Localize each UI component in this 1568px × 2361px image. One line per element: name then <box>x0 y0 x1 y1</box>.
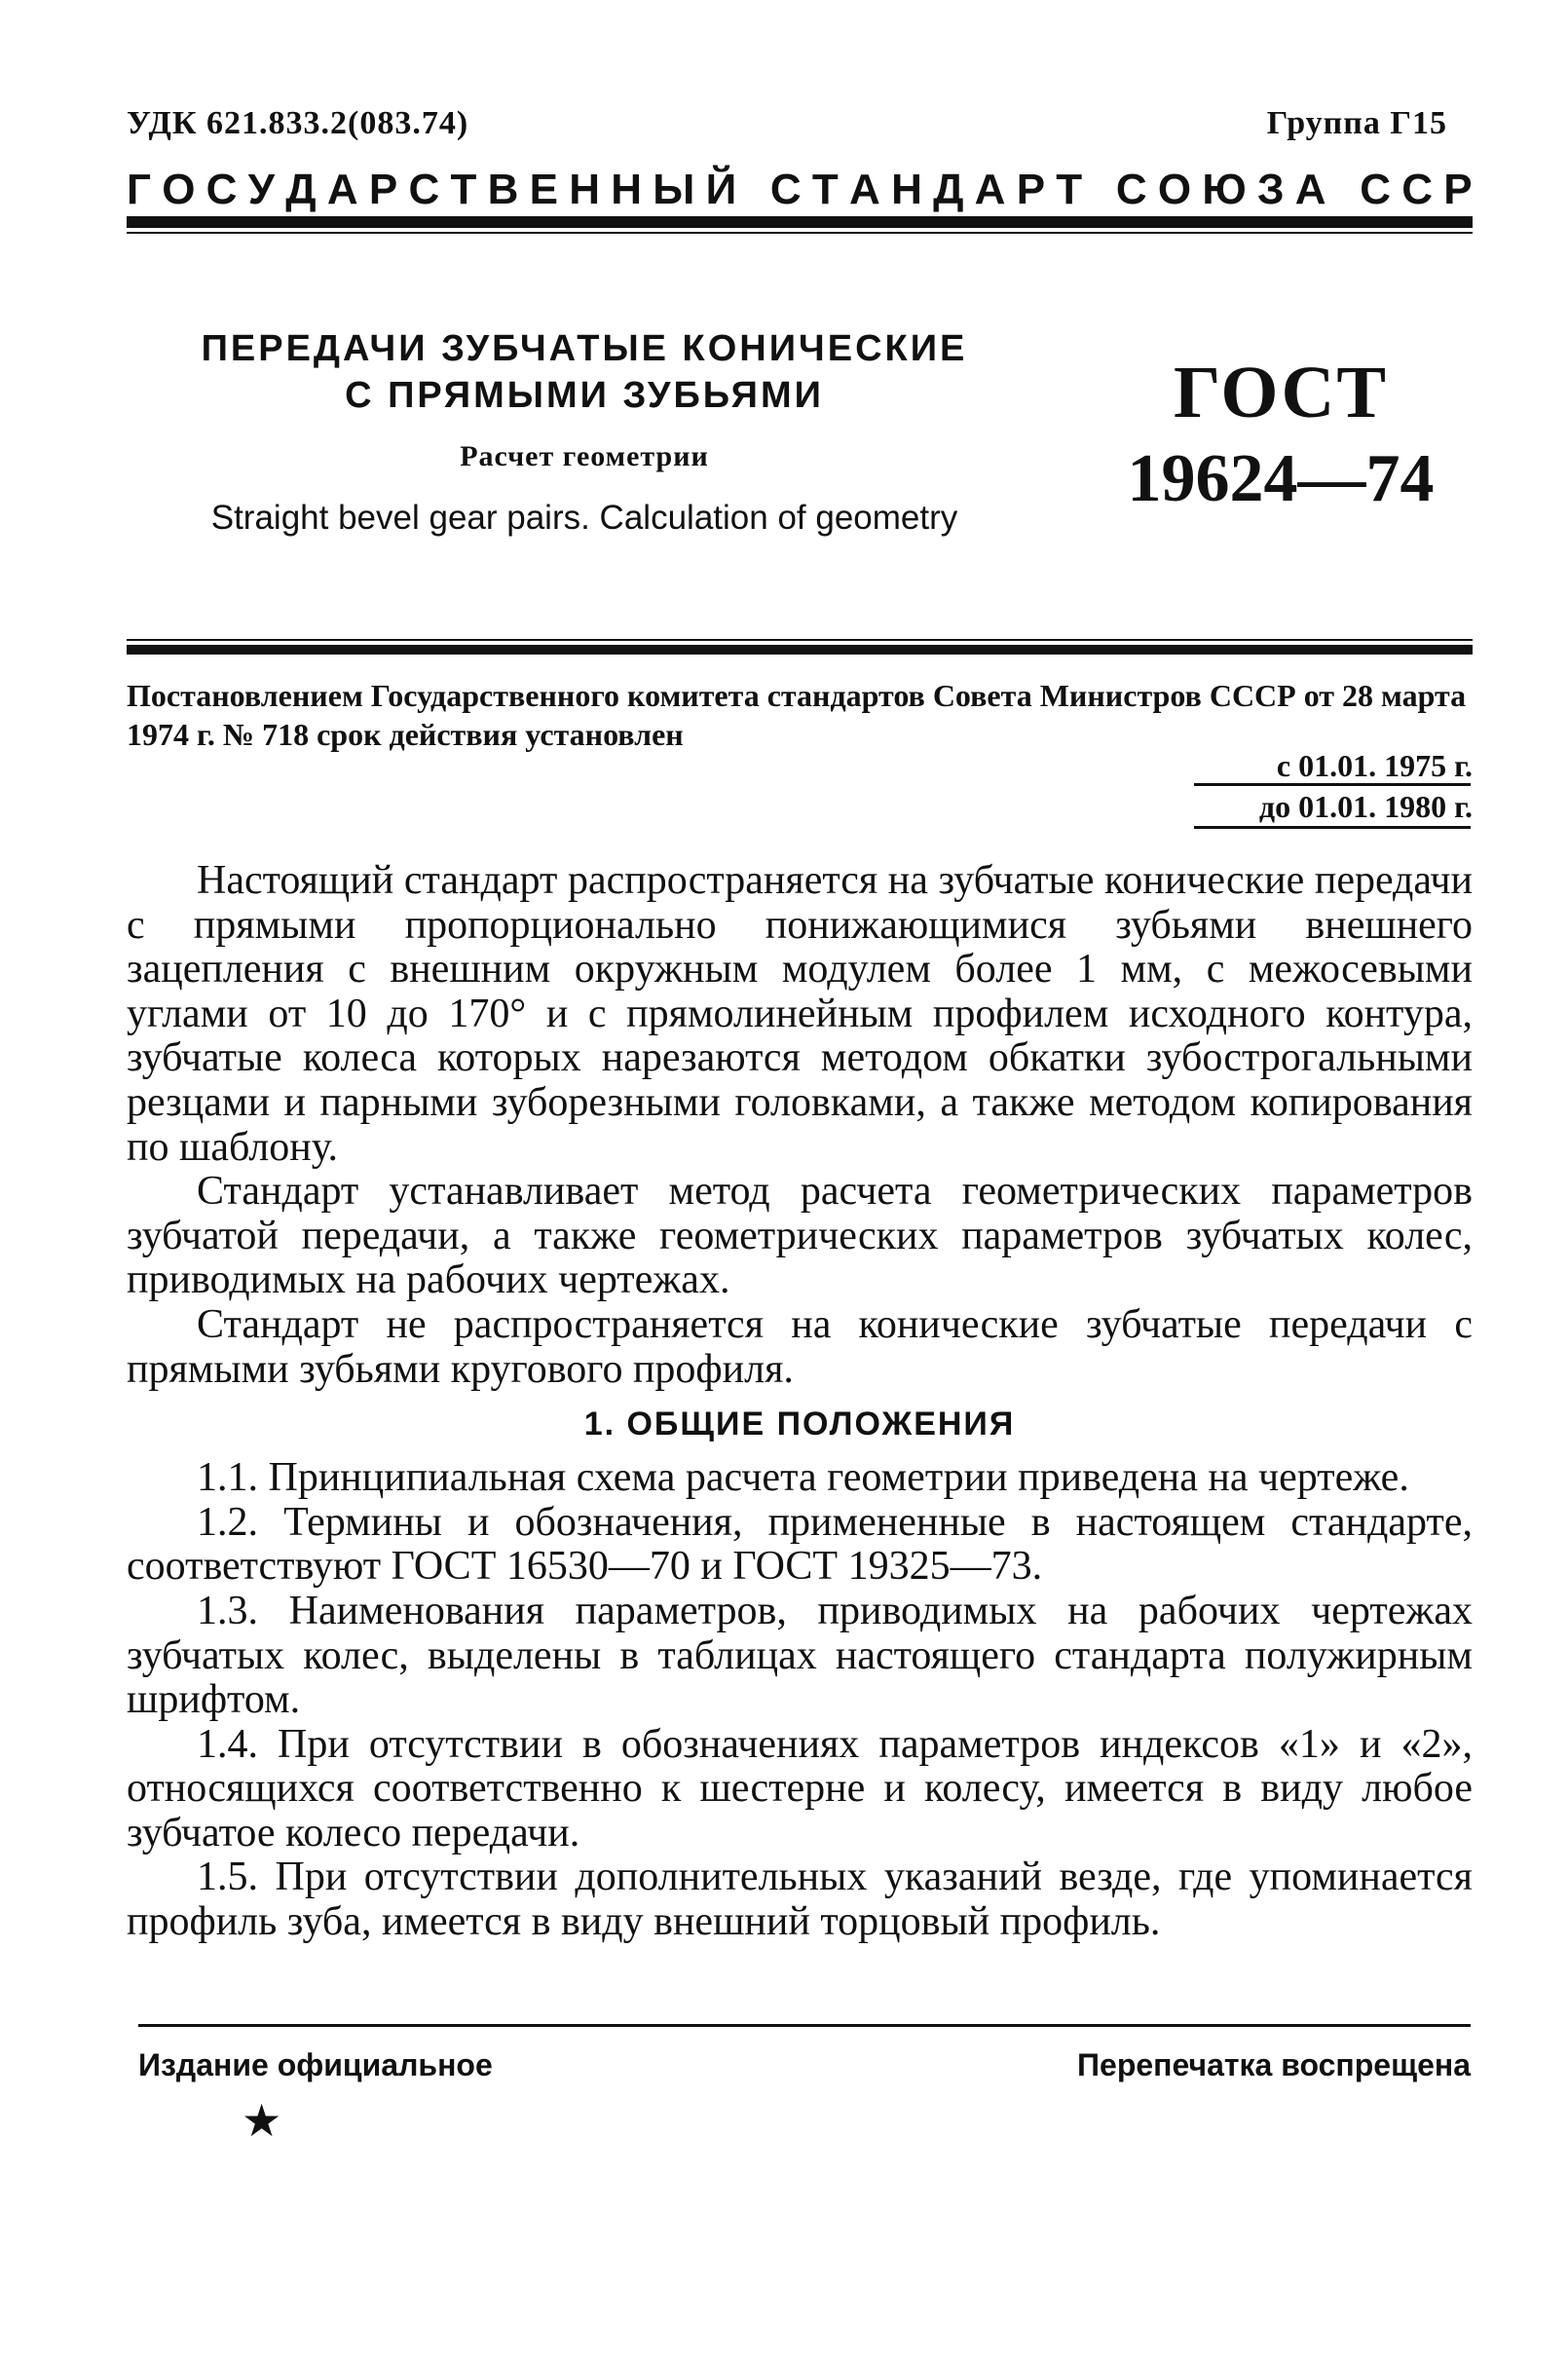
header-title-letter: В <box>487 166 519 213</box>
date-underline-2 <box>1194 826 1471 829</box>
decree-text: Постановлением Государственного комитета стандартов Совета Министров СССР от 28 марта 1974 г. № 718 срок действия установлен <box>127 678 1467 752</box>
header-title-letter: Н <box>891 166 922 213</box>
footer-rule <box>138 2024 1471 2027</box>
title-subtitle: Расчет геометрии <box>460 440 709 472</box>
header-title-letter: С <box>1115 166 1147 213</box>
date-underline-1 <box>1194 783 1471 786</box>
header-title-letter: Р <box>1016 166 1046 213</box>
standard-header-title <box>127 166 1473 214</box>
section-item: 1.1. Принципиальная схема расчета геометрии приведена на чертеже. <box>197 1455 1409 1501</box>
group-code: Группа Г15 <box>1266 105 1447 141</box>
footer-reprint-notice: Перепечатка воспрещена <box>1077 2047 1471 2082</box>
header-title-letter: Н <box>611 166 643 213</box>
header-title-letter: С <box>205 166 238 213</box>
header-title-letter: С <box>769 166 802 213</box>
header-title-letter: А <box>1294 166 1326 213</box>
intro-paragraph: Настоящий стандарт распространяется на зубчатые конические передачи с прямыми пропорционально понижающимися зубьями внешнего зацепления с внешним окружным модулем более 1 мм, с межосевыми углами от 10 до 170° и с прямолинейным профилем исходного контура, зубчатые колеса которых нарезаются методом обкатки зубострогальными резцами и парными зуборезными головками, а также методом копирования по шаблону. <box>127 858 1473 1170</box>
decree-rule-thick <box>127 645 1473 655</box>
header-title-letter: О <box>162 166 196 213</box>
intro-paragraph: Стандарт устанавливает метод расчета геометрических параметров зубчатой передачи, а также геометрических параметров зубчатых колес, приводимых на рабочих чертежах. <box>127 1169 1473 1303</box>
header-title-letter: Ю <box>1202 166 1247 213</box>
header-title-letter: Й <box>705 166 737 213</box>
header-title-letter: Т <box>811 166 839 213</box>
header-title-letter: У <box>247 166 276 213</box>
header-rule-thin <box>127 232 1473 234</box>
document-body <box>127 859 1473 1945</box>
header-title-letter: Н <box>569 166 601 213</box>
star-icon: ★ <box>242 2096 282 2146</box>
footer-edition: Издание официальное <box>138 2047 493 2082</box>
header-title-letter: Д <box>285 166 317 213</box>
header-title-letter: С <box>408 166 440 213</box>
validity-date-from: с 01.01. 1975 г. <box>1276 748 1473 783</box>
header-title-letter: С <box>1360 166 1392 213</box>
gost-label: ГОСТ <box>1173 352 1389 433</box>
validity-date-to: до 01.01. 1980 г. <box>1258 789 1473 824</box>
decree-rule-thin <box>127 639 1473 641</box>
header-title-letter: А <box>326 166 358 213</box>
header-title-letter: Т <box>450 166 477 213</box>
header-title-letter: А <box>849 166 880 213</box>
title-line-2: С ПРЯМЫМИ ЗУБЬЯМИ <box>345 375 824 416</box>
document-title-block <box>175 325 993 538</box>
header-title-letter <box>747 166 759 214</box>
title-english: Straight bevel gear pairs. Calculation of geometry <box>210 499 958 537</box>
header-title-letter: О <box>1157 166 1192 213</box>
gost-number: 19624—74 <box>1127 441 1435 516</box>
header-title-letter: Д <box>933 166 964 213</box>
header-title-letter: Г <box>127 166 151 213</box>
header-title-letter: Ы <box>653 166 695 213</box>
header-title-letter: С <box>1401 166 1434 213</box>
udk-code: УДК 621.833.2(083.74) <box>127 105 469 141</box>
header-title-letter: З <box>1256 166 1285 213</box>
header-title-letter: Т <box>1056 166 1083 213</box>
header-title-letter: А <box>974 166 1006 213</box>
section-item: 1.3. Наименования параметров, приводимых на рабочих чертежах зубчатых колес, выделены в таблицах настоящего стандарта полужирным шрифтом. <box>127 1588 1473 1723</box>
header-title-letter <box>1337 166 1349 214</box>
header-title-letter <box>1093 166 1104 214</box>
title-line-1: ПЕРЕДАЧИ ЗУБЧАТЫЕ КОНИЧЕСКИЕ <box>201 328 968 369</box>
header-title-letter: Р <box>368 166 398 213</box>
section-item: 1.4. При отсутствии в обозначениях параметров индексов «1» и «2», относящихся соответственно к шестерне и колесу, имеется в виду любое зубчатое колесо передачи. <box>127 1721 1473 1855</box>
section-heading: 1. ОБЩИЕ ПОЛОЖЕНИЯ <box>583 1405 1016 1443</box>
section-item: 1.2. Термины и обозначения, примененные в настоящем стандарте, соответствуют ГОСТ 16530—70 и ГОСТ 19325—73. <box>127 1499 1473 1590</box>
intro-paragraph: Стандарт не распространяется на конические зубчатые передачи с прямыми зубьями кругового профиля. <box>127 1301 1473 1392</box>
header-title-letter: Е <box>529 166 558 213</box>
header-rule-thick <box>127 216 1473 228</box>
section-item: 1.5. При отсутствии дополнительных указаний везде, где упоминается профиль зуба, имеется в виду внешний торцовый профиль. <box>127 1855 1473 1945</box>
header-title-letter: Р <box>1443 166 1473 213</box>
